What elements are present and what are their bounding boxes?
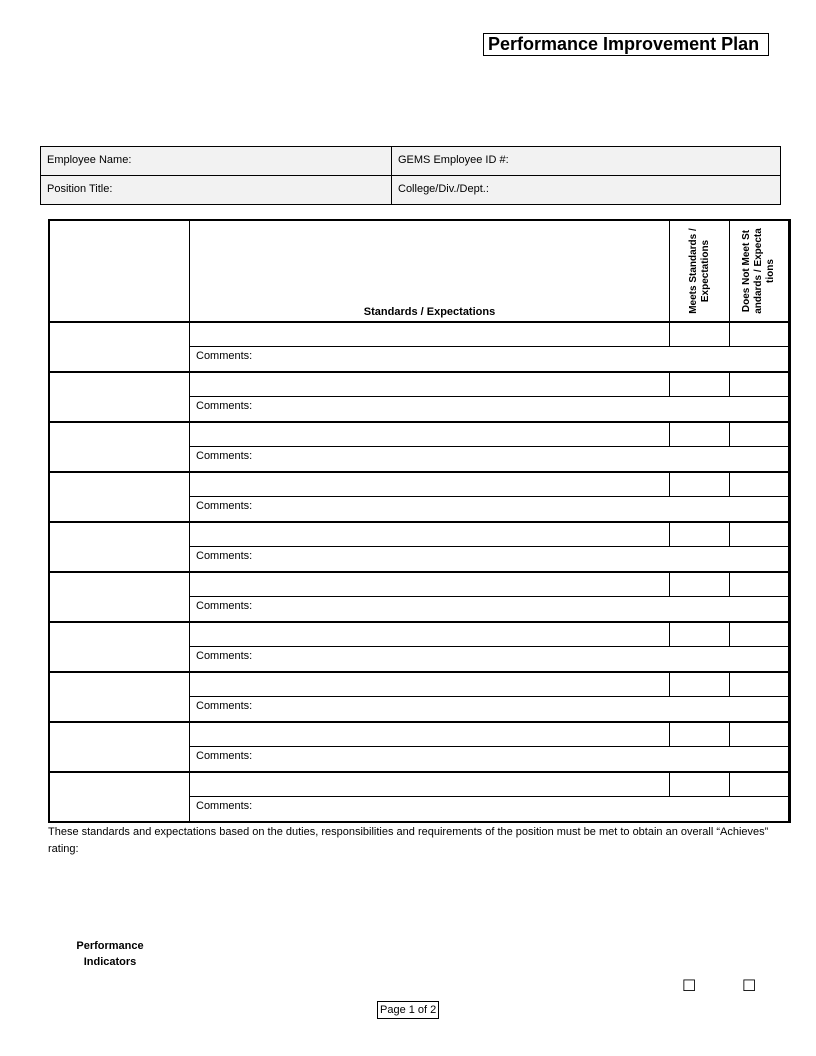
table-row: [50, 423, 789, 473]
table-row: [50, 473, 789, 523]
table-row: [50, 373, 789, 423]
table-row: [50, 673, 789, 723]
table-row: [50, 523, 789, 573]
standard-cell[interactable]: [190, 523, 670, 547]
meets-cell[interactable]: [670, 323, 730, 347]
indicator-cell[interactable]: [50, 423, 190, 471]
comments-field[interactable]: Comments:: [190, 447, 789, 471]
does-not-meet-cell[interactable]: [730, 523, 789, 547]
employee-name-field[interactable]: Employee Name:: [41, 147, 392, 176]
employee-info-table: [40, 146, 781, 205]
page-number: Page 1 of 2: [377, 1001, 439, 1019]
comments-field[interactable]: Comments:: [190, 547, 789, 571]
does-not-meet-cell[interactable]: [730, 423, 789, 447]
indicator-cell[interactable]: [50, 573, 190, 621]
indicator-cell[interactable]: [50, 473, 190, 521]
header-blank-cell: [50, 221, 190, 321]
meets-cell[interactable]: [670, 473, 730, 497]
indicator-cell[interactable]: [50, 773, 190, 823]
comments-field[interactable]: Comments:: [190, 747, 789, 771]
table-row: [50, 723, 789, 773]
does-not-meet-checkbox-icon[interactable]: ☐: [742, 978, 757, 995]
meets-cell[interactable]: [670, 623, 730, 647]
page-title: Performance Improvement Plan: [483, 33, 769, 56]
meets-cell[interactable]: [670, 673, 730, 697]
standard-cell[interactable]: [190, 423, 670, 447]
standards-table: [48, 219, 791, 823]
does-not-meet-header: Does Not Meet Standards / Expectations: [741, 228, 776, 314]
indicator-cell[interactable]: [50, 523, 190, 571]
does-not-meet-cell[interactable]: [730, 373, 789, 397]
position-title-field[interactable]: Position Title:: [41, 176, 392, 205]
comments-field[interactable]: Comments:: [190, 597, 789, 621]
college-div-dept-field[interactable]: College/Div./Dept.:: [392, 176, 780, 205]
comments-field[interactable]: Comments:: [190, 347, 789, 371]
standard-cell[interactable]: [190, 673, 670, 697]
table-row: [50, 623, 789, 673]
meets-header: Meets Standards / Expectations: [687, 228, 711, 314]
does-not-meet-header-cell: [730, 221, 789, 321]
standards-header-cell: [190, 221, 670, 321]
gems-employee-id-field[interactable]: GEMS Employee ID #:: [392, 147, 780, 176]
does-not-meet-cell[interactable]: [730, 723, 789, 747]
meets-header-cell: [670, 221, 730, 321]
standard-cell[interactable]: [190, 773, 670, 797]
standard-cell[interactable]: [190, 623, 670, 647]
meets-cell[interactable]: [670, 773, 730, 797]
meets-checkbox-icon[interactable]: ☐: [682, 978, 697, 995]
standard-cell[interactable]: [190, 473, 670, 497]
indicator-cell[interactable]: [50, 723, 190, 771]
comments-field[interactable]: Comments:: [190, 797, 789, 821]
comments-field[interactable]: Comments:: [190, 397, 789, 421]
comments-field[interactable]: Comments:: [190, 647, 789, 671]
table-row: [50, 573, 789, 623]
standards-table-header: [50, 221, 789, 323]
meets-cell[interactable]: [670, 523, 730, 547]
meets-cell[interactable]: [670, 573, 730, 597]
does-not-meet-cell[interactable]: [730, 323, 789, 347]
comments-field[interactable]: Comments:: [190, 497, 789, 521]
standard-cell[interactable]: [190, 323, 670, 347]
meets-cell[interactable]: [670, 373, 730, 397]
comments-field[interactable]: Comments:: [190, 697, 789, 721]
meets-cell[interactable]: [670, 423, 730, 447]
table-row: [50, 323, 789, 373]
meets-cell[interactable]: [670, 723, 730, 747]
does-not-meet-cell[interactable]: [730, 623, 789, 647]
standard-cell[interactable]: [190, 723, 670, 747]
table-row: [50, 773, 789, 823]
indicator-cell[interactable]: [50, 673, 190, 721]
indicator-cell[interactable]: [50, 373, 190, 421]
standard-cell[interactable]: [190, 573, 670, 597]
rating-note: These standards and expectations based on the duties, responsibilities and requirements of the position must be met to obtain an overall “Achieves” rating:: [48, 826, 769, 855]
does-not-meet-cell[interactable]: [730, 673, 789, 697]
does-not-meet-cell[interactable]: [730, 773, 789, 797]
indicator-cell[interactable]: [50, 323, 190, 371]
does-not-meet-cell[interactable]: [730, 573, 789, 597]
standards-header: Standards / Expectations: [363, 306, 496, 318]
does-not-meet-cell[interactable]: [730, 473, 789, 497]
indicator-cell[interactable]: [50, 623, 190, 671]
performance-indicators-label: Performance Indicators: [76, 940, 144, 968]
standard-cell[interactable]: [190, 373, 670, 397]
